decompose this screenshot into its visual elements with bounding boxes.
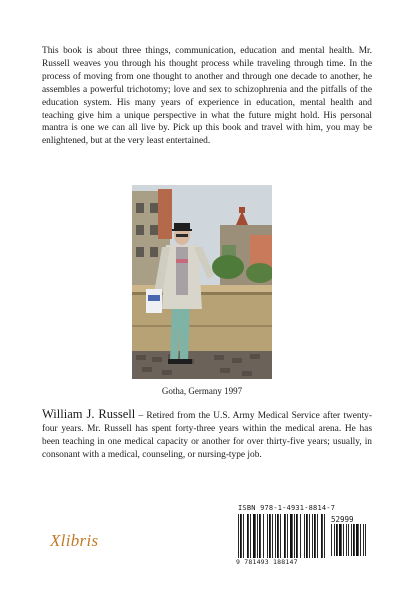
isbn-barcode — [238, 514, 326, 558]
barcode-bar — [356, 524, 359, 556]
barcode-bar — [250, 514, 251, 558]
barcode-bar — [346, 524, 347, 556]
barcode-bar — [348, 524, 349, 556]
barcode-bar — [339, 524, 342, 556]
barcode-bar — [336, 524, 338, 556]
barcode-bar — [247, 514, 249, 558]
barcode-bar — [309, 514, 310, 558]
barcode-bar — [296, 514, 298, 558]
barcode-bar — [334, 524, 335, 556]
barcode-bar — [363, 524, 364, 556]
barcode-bar — [314, 514, 316, 558]
barcode-bar — [317, 514, 318, 558]
barcode-bar — [306, 514, 308, 558]
barcode-bar — [243, 514, 244, 558]
barcode-bar — [300, 514, 301, 558]
barcode-bar — [321, 514, 323, 558]
author-bio — [42, 408, 372, 462]
publisher-logo: Xlibris — [50, 531, 99, 550]
barcode-bar — [272, 514, 273, 558]
barcode-bar — [351, 524, 352, 556]
barcode-bar — [304, 514, 305, 558]
barcode-bar — [284, 514, 286, 558]
barcode-bar — [277, 514, 279, 558]
barcode-bar — [331, 524, 332, 556]
author-photo — [132, 185, 272, 379]
barcode-bar — [253, 514, 256, 558]
barcode-bar — [294, 514, 295, 558]
book-description: This book is about three things, communication, education and mental health. Mr. Russell weaves you through his thought process while traveling through time. In the process of moving from one thought to another and through one decade to another, he assembles a powerful trichotomy; love and sex to schizophrenia and the pitfalls of the education system. His many years of experience in education, mental health and teaching give him a unique perspective in what the future might hold. His personal mantra is one we can all live by. Pick up this book and travel with him, you may be enlightened, but at the very least entertained. — [42, 46, 372, 147]
barcode-bar — [343, 524, 344, 556]
barcode-bar — [269, 514, 271, 558]
photo-caption: Gotha, Germany 1997 — [161, 386, 243, 396]
barcode-bar — [257, 514, 258, 558]
barcode-digits: 9 781493 188147 — [236, 558, 298, 566]
barcode-bar — [259, 514, 261, 558]
barcode-bar — [238, 514, 239, 558]
barcode-bar — [324, 514, 325, 558]
barcode-bar — [287, 514, 288, 558]
barcode-bar — [263, 514, 264, 558]
barcode-bar — [240, 514, 242, 558]
barcode-bar — [353, 524, 355, 556]
price-barcode — [331, 524, 367, 556]
isbn-label: ISBN 978-1-4931-8814-7 — [238, 504, 336, 512]
barcode-bar — [365, 524, 366, 556]
barcode-bar — [290, 514, 293, 558]
author-name: William J. Russell — [42, 407, 136, 421]
barcode-bar — [280, 514, 281, 558]
author-bio-text: – Retired from the U.S. Army Medical Service after twenty-four years. Mr. Russell has spent forty-three years within the medical arena. He has been teaching in one medical capacity or another for over thirty-five years; usually, in consonant with a medical, counseling, or nursing-type job. — [42, 411, 372, 460]
barcode-bar — [275, 514, 276, 558]
price-code: 52999 — [331, 515, 354, 524]
barcode-bar — [267, 514, 268, 558]
barcode-bar — [312, 514, 313, 558]
barcode-bar — [360, 524, 361, 556]
